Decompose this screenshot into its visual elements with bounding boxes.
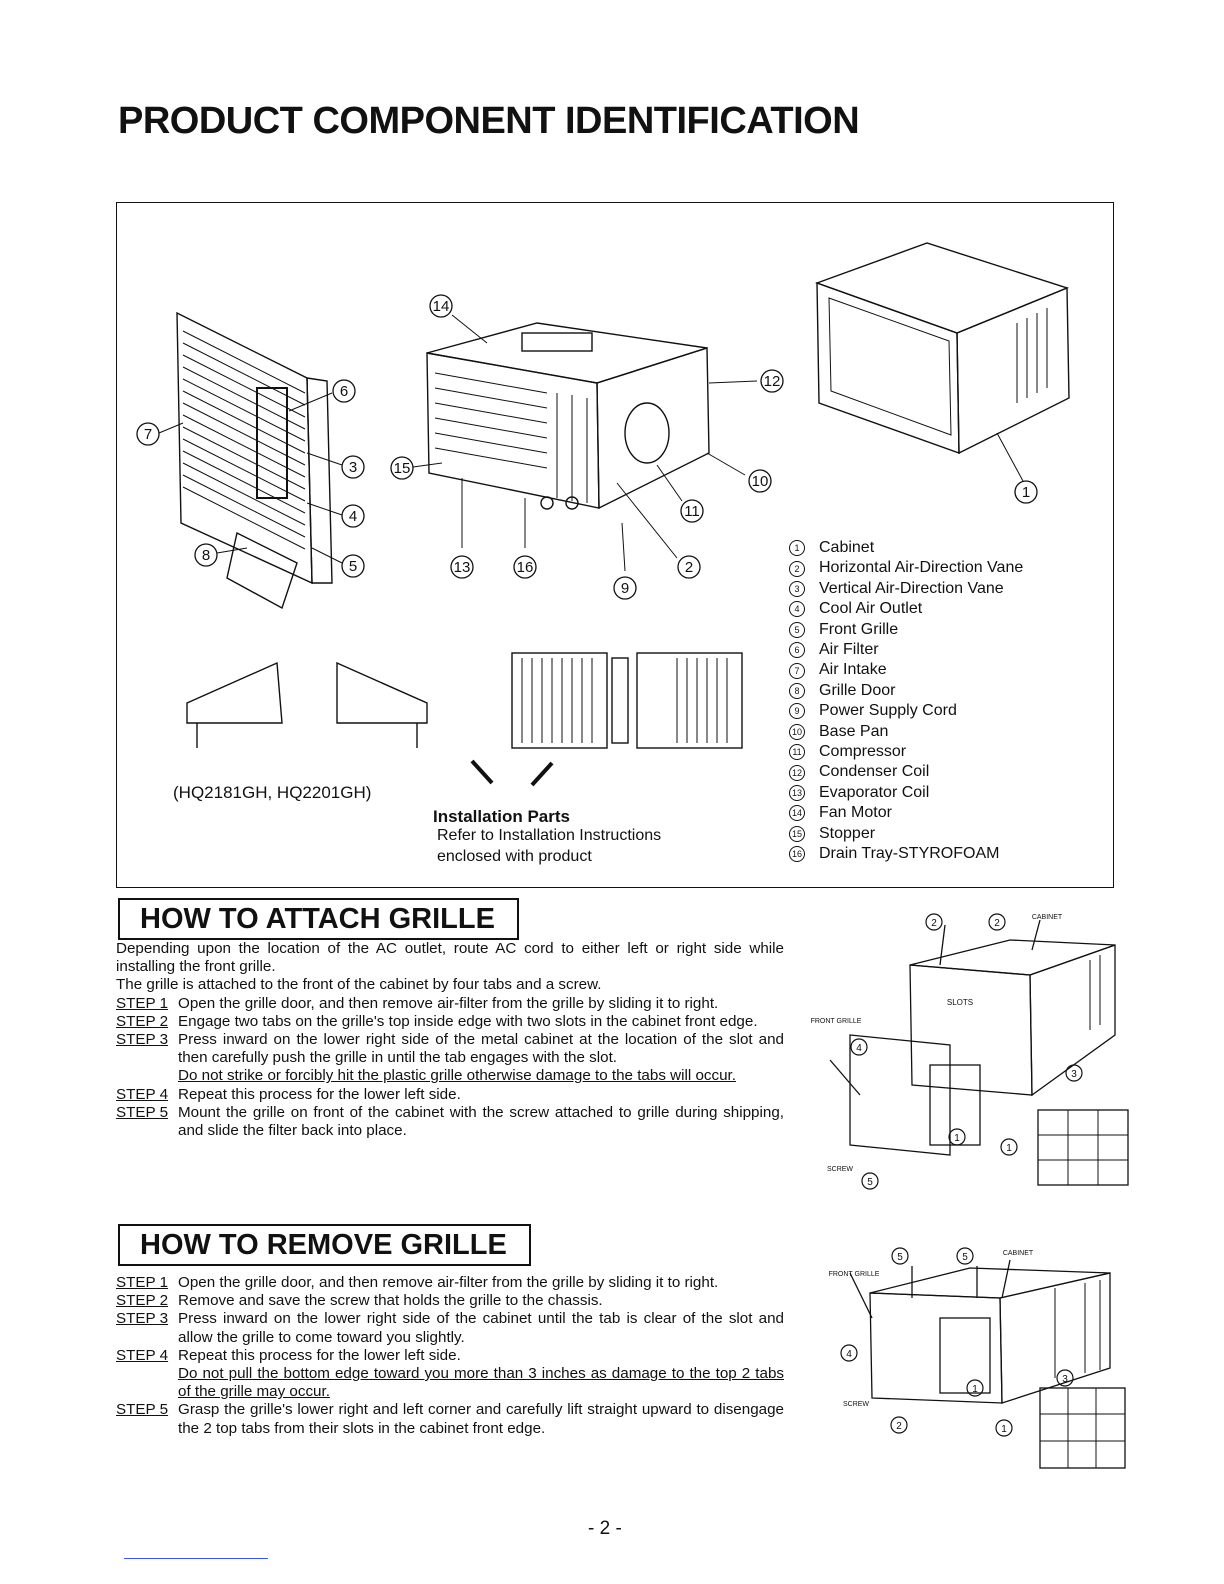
remove-fig-front-grille-label: FRONT GRILLE	[828, 1271, 880, 1278]
attach-intro-2: The grille is attached to the front of the cabinet by four tabs and a screw.	[116, 976, 602, 994]
attach-fig-callout-2a: 2	[931, 918, 937, 929]
attach-fig-callout-1b: 1	[1006, 1143, 1012, 1154]
callout-13: 13	[453, 559, 471, 576]
remove-fig-screw-label: SCREW	[842, 1401, 870, 1408]
legend-item	[789, 681, 1023, 701]
legend-number: 1	[789, 540, 805, 556]
attach-step	[116, 1013, 784, 1031]
legend-label: Grille Door	[819, 681, 896, 699]
callout-14: 14	[432, 298, 450, 315]
filter-panels-drawing	[512, 653, 742, 748]
legend-number: 10	[789, 724, 805, 740]
legend-item	[789, 803, 1023, 823]
attach-grille-figure	[810, 905, 1130, 1205]
legend-item	[789, 640, 1023, 660]
legend-item	[789, 783, 1023, 803]
step-text: Remove and save the screw that holds the grille to the chassis.	[178, 1292, 603, 1310]
cabinet-drawing	[817, 243, 1069, 453]
remove-grille-heading: HOW TO REMOVE GRILLE	[118, 1224, 531, 1266]
attach-grille-heading: HOW TO ATTACH GRILLE	[118, 898, 519, 940]
remove-warning: Do not pull the bottom edge toward you more than 3 inches as damage to the top 2 tabs of the grille may occur.	[178, 1365, 784, 1401]
legend-number: 13	[789, 785, 805, 801]
legend-label: Base Pan	[819, 722, 889, 740]
legend-number: 9	[789, 703, 805, 719]
legend-label: Compressor	[819, 743, 907, 761]
legend-number: 6	[789, 642, 805, 658]
legend-label: Air Filter	[819, 641, 879, 659]
step-label: STEP 1	[116, 994, 169, 1012]
step-label: STEP 2	[116, 1012, 169, 1030]
legend-label: Condenser Coil	[819, 763, 930, 781]
legend-number: 15	[789, 826, 805, 842]
attach-step	[116, 1086, 784, 1104]
legend-label: Drain Tray-STYROFOAM	[819, 845, 1000, 863]
callout-2: 2	[684, 559, 694, 576]
installation-note-line: Refer to Installation Instructions	[437, 827, 662, 844]
legend-item	[789, 579, 1023, 599]
installation-note	[431, 825, 661, 867]
legend-item	[789, 762, 1023, 782]
installation-note-line: enclosed with product	[437, 848, 592, 865]
legend-number: 7	[789, 663, 805, 679]
remove-fig-callout-3: 3	[1062, 1374, 1068, 1385]
step-text: Mount the grille on front of the cabinet with the screw attached to grille during shipping, and slide the filter back into place.	[178, 1103, 784, 1140]
callout-1: 1	[1021, 484, 1031, 501]
step-text: Grasp the grille's lower right and left corner and carefully lift straight upward to disengage the 2 top tabs from their slots in the cabinet front edge.	[178, 1401, 784, 1437]
legend-number: 16	[789, 846, 805, 862]
remove-step	[116, 1347, 784, 1365]
step-label: STEP 5	[116, 1401, 169, 1419]
callout-6: 6	[339, 383, 349, 400]
attach-step	[116, 995, 784, 1013]
legend-item	[789, 742, 1023, 762]
callout-8: 8	[201, 547, 211, 564]
attach-fig-cabinet-label: CABINET	[1031, 914, 1063, 921]
remove-step	[116, 1310, 784, 1346]
attach-grille-instructions	[116, 940, 784, 1140]
legend-number: 2	[789, 561, 805, 577]
legend-number: 8	[789, 683, 805, 699]
step-text: Repeat this process for the lower left side.	[178, 1085, 461, 1103]
callout-12: 12	[763, 373, 781, 390]
footer-rule	[124, 1558, 268, 1559]
brackets-drawing	[187, 663, 427, 748]
remove-fig-callout-2: 2	[896, 1421, 902, 1432]
legend-label: Vertical Air-Direction Vane	[819, 579, 1004, 597]
remove-grille-instructions	[116, 1274, 784, 1438]
step-text: Press inward on the lower right side of the cabinet until the tab is clear of the slot and allow the grille to come toward you slightly.	[178, 1310, 784, 1346]
component-legend	[789, 538, 1023, 865]
attach-warning: Do not strike or forcibly hit the plastic grille otherwise damage to the tabs will occur.	[178, 1067, 736, 1085]
remove-fig-callout-1a: 1	[972, 1384, 978, 1395]
legend-item	[789, 824, 1023, 844]
attach-fig-callout-2b: 2	[994, 918, 1000, 929]
models-caption: (HQ2181GH, HQ2201GH)	[173, 783, 372, 802]
callout-15: 15	[393, 460, 411, 477]
legend-label: Air Intake	[819, 661, 887, 679]
legend-item	[789, 558, 1023, 578]
legend-item	[789, 844, 1023, 864]
legend-item	[789, 538, 1023, 558]
legend-item	[789, 620, 1023, 640]
installation-parts-title: Installation Parts	[433, 807, 570, 826]
legend-number: 5	[789, 622, 805, 638]
remove-fig-callout-1b: 1	[1001, 1424, 1007, 1435]
step-label: STEP 3	[116, 1310, 169, 1328]
legend-label: Fan Motor	[819, 804, 892, 822]
attach-fig-front-grille-label: FRONT GRILLE	[810, 1018, 862, 1025]
callout-3: 3	[348, 459, 358, 476]
legend-label: Power Supply Cord	[819, 702, 957, 720]
component-diagram	[116, 202, 1114, 888]
attach-step	[116, 1104, 784, 1140]
remove-fig-callout-4: 4	[846, 1349, 852, 1360]
remove-step	[116, 1401, 784, 1437]
callout-7: 7	[143, 426, 153, 443]
step-label: STEP 1	[116, 1274, 169, 1291]
callout-5: 5	[348, 558, 358, 575]
callout-9: 9	[620, 580, 630, 597]
attach-fig-screw-label: SCREW	[826, 1166, 854, 1173]
step-label: STEP 3	[116, 1031, 169, 1049]
attach-step	[116, 1031, 784, 1067]
legend-number: 12	[789, 765, 805, 781]
step-label: STEP 4	[116, 1085, 169, 1103]
legend-number: 11	[789, 744, 805, 760]
legend-label: Cool Air Outlet	[819, 600, 923, 618]
remove-fig-callout-5b: 5	[962, 1252, 968, 1263]
attach-fig-slots-label: SLOTS	[946, 998, 974, 1007]
legend-item	[789, 722, 1023, 742]
step-text: Repeat this process for the lower left side.	[178, 1346, 461, 1364]
step-text: Engage two tabs on the grille's top inside edge with two slots in the cabinet front edge.	[178, 1012, 758, 1030]
legend-label: Cabinet	[819, 539, 875, 556]
legend-label: Horizontal Air-Direction Vane	[819, 559, 1024, 577]
legend-label: Evaporator Coil	[819, 783, 930, 801]
legend-item	[789, 599, 1023, 619]
step-text: Open the grille door, and then remove air-filter from the grille by sliding it to right.	[178, 1274, 719, 1291]
callout-4: 4	[348, 508, 358, 525]
attach-fig-callout-3: 3	[1071, 1069, 1077, 1080]
step-label: STEP 2	[116, 1292, 169, 1310]
legend-number: 3	[789, 581, 805, 597]
remove-step	[116, 1274, 784, 1292]
callout-10: 10	[751, 473, 769, 490]
legend-label: Stopper	[819, 824, 876, 842]
page-number: - 2 -	[588, 1518, 622, 1539]
remove-fig-callout-5a: 5	[897, 1252, 903, 1263]
remove-step	[116, 1292, 784, 1310]
step-text: Press inward on the lower right side of the metal cabinet at the location of the slot and then carefully push the grille in until the tab engages with the slot.	[178, 1031, 784, 1067]
legend-number: 14	[789, 805, 805, 821]
callout-11: 11	[684, 503, 700, 520]
chassis-drawing	[427, 323, 709, 509]
legend-number: 4	[789, 601, 805, 617]
legend-label: Front Grille	[819, 620, 899, 638]
step-text: Open the grille door, and then remove air-filter from the grille by sliding it to right.	[178, 994, 719, 1012]
remove-grille-figure	[810, 1238, 1130, 1478]
legend-item	[789, 701, 1023, 721]
attach-fig-callout-4: 4	[856, 1043, 862, 1054]
attach-intro: Depending upon the location of the AC outlet, route AC cord to either left or right side while installing the front grille.	[116, 940, 784, 976]
step-label: STEP 5	[116, 1103, 169, 1121]
step-label: STEP 4	[116, 1346, 169, 1364]
callout-16: 16	[516, 559, 534, 576]
attach-fig-callout-5: 5	[867, 1177, 873, 1188]
remove-fig-cabinet-label: CABINET	[1002, 1250, 1034, 1257]
page-title: PRODUCT COMPONENT IDENTIFICATION	[118, 100, 860, 142]
legend-item	[789, 660, 1023, 680]
attach-fig-callout-1a: 1	[954, 1133, 960, 1144]
